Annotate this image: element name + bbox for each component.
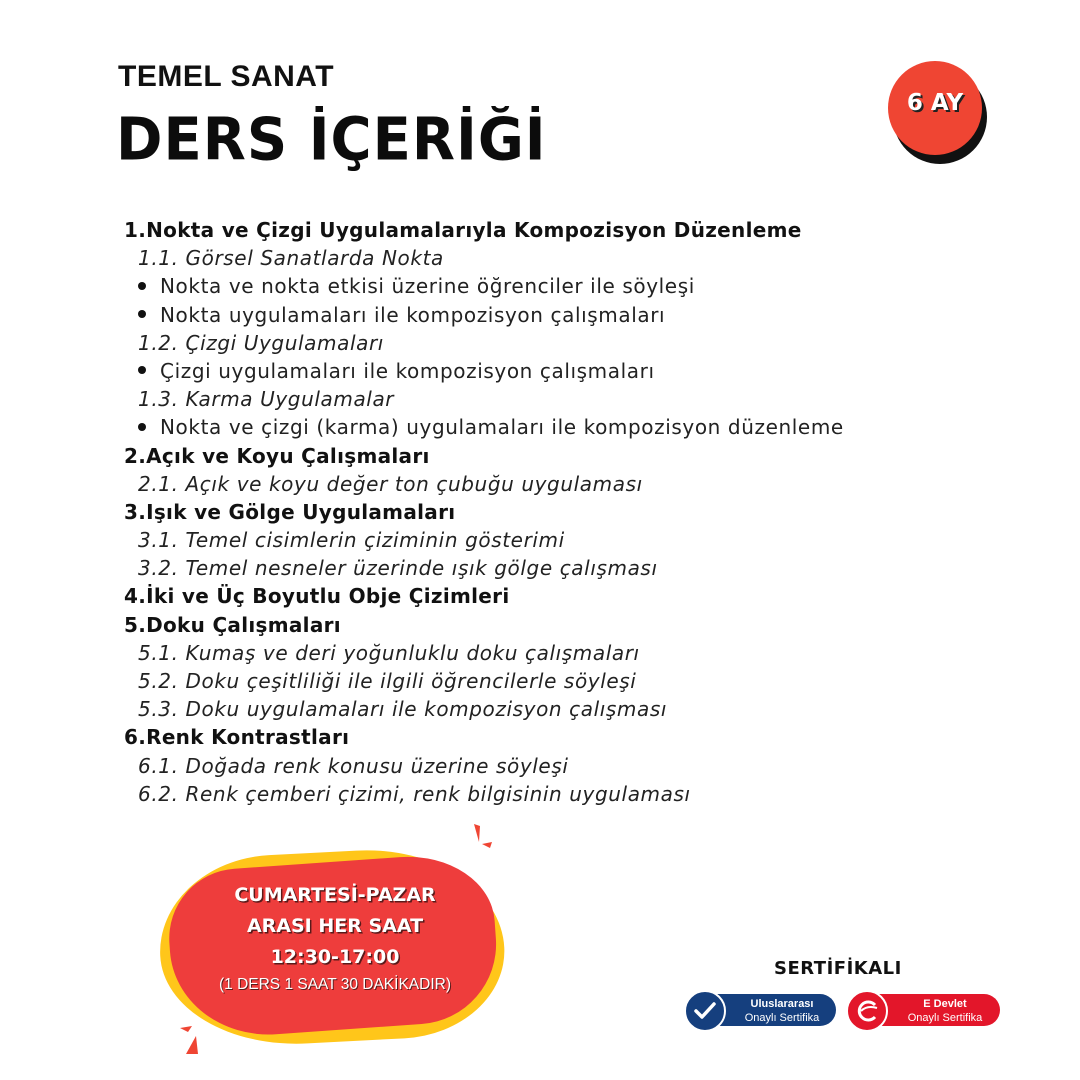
intl-certificate-line2: Onaylı Sertifika [744, 1012, 820, 1024]
curriculum-text: 5.1. Kumaş ve deri yoğunluklu doku çalışmaları [138, 640, 640, 665]
subsection-item [124, 667, 1024, 695]
section-heading [124, 442, 1024, 470]
edevlet-certificate-line2: Onaylı Sertifika [907, 1012, 983, 1024]
bullet-icon [138, 282, 146, 290]
intl-certificate-line1: Uluslararası [750, 998, 814, 1010]
edevlet-logo-icon [846, 990, 888, 1032]
subsection-item [124, 639, 1024, 667]
subsection-item [124, 752, 1024, 780]
section-heading [124, 611, 1024, 639]
subsection-item [124, 526, 1024, 554]
section-heading [124, 498, 1024, 526]
subsection-item [124, 244, 1024, 272]
curriculum-text: 2.Açık ve Koyu Çalışmaları [124, 443, 430, 468]
curriculum-text: Çizgi uygulamaları ile kompozisyon çalışmaları [160, 358, 655, 383]
section-heading [124, 216, 1024, 244]
schedule-every-hour: ARASI HER SAAT [246, 915, 424, 937]
checkmark-icon [684, 990, 726, 1032]
curriculum-text: 5.2. Doku çeşitliliği ile ilgili öğrencilerle söyleşi [138, 669, 637, 693]
subsection-item [124, 385, 1024, 413]
schedule-days: CUMARTESİ-PAZAR [234, 884, 436, 906]
section-heading [124, 723, 1024, 751]
curriculum-text: 1.Nokta ve Çizgi Uygulamalarıyla Kompozisyon Düzenleme [124, 218, 802, 242]
duration-badge [888, 61, 982, 155]
curriculum-text: 3.Işık ve Gölge Uygulamaları [124, 499, 456, 524]
curriculum-text: 5.Doku Çalışmaları [124, 612, 341, 637]
curriculum-text: 6.Renk Kontrastları [124, 725, 350, 750]
curriculum-text: 6.2. Renk çemberi çizimi, renk bilgisinin uygulaması [138, 781, 691, 806]
curriculum-text: 3.1. Temel cisimlerin çiziminin gösterimi [138, 528, 565, 553]
curriculum-text: 5.3. Doku uygulamaları ile kompozisyon çalışması [138, 697, 668, 722]
subsection-item [124, 470, 1024, 498]
bullet-item [124, 357, 1024, 385]
curriculum-text: 1.2. Çizgi Uygulamaları [138, 330, 384, 355]
page-subtitle: TEMEL SANAT [118, 60, 335, 93]
certificate-title: SERTİFİKALI [774, 958, 902, 979]
curriculum-text: 1.1. Görsel Sanatlarda Nokta [138, 246, 444, 271]
subsection-item [124, 554, 1024, 582]
schedule-note: (1 DERS 1 SAAT 30 DAKİKADIR) [218, 976, 451, 993]
curriculum-text: Nokta ve nokta etkisi üzerine öğrenciler ile söyleşi [160, 274, 695, 299]
bullet-icon [138, 366, 146, 374]
spark-bottom-icon [178, 1024, 202, 1058]
curriculum-text: Nokta uygulamaları ile kompozisyon çalışmaları [160, 302, 666, 327]
curriculum-text: Nokta ve çizgi (karma) uygulamaları ile kompozisyon düzenleme [160, 415, 844, 440]
curriculum-list [124, 216, 1024, 808]
schedule-card [182, 880, 488, 997]
edevlet-certificate-line1: E Devlet [923, 998, 967, 1010]
spark-top-icon [470, 822, 494, 854]
bullet-item [124, 301, 1024, 329]
curriculum-text: 3.2. Temel nesneler üzerinde ışık gölge çalışması [138, 556, 658, 581]
page-title: DERS İÇERİĞİ [116, 106, 547, 175]
duration-badge-label: 6 AY [906, 90, 964, 116]
subsection-item [124, 780, 1024, 808]
subsection-item [124, 329, 1024, 357]
section-heading [124, 582, 1024, 610]
bullet-item [124, 272, 1024, 300]
schedule-time: 12:30-17:00 [270, 946, 400, 968]
subsection-item [124, 695, 1024, 723]
curriculum-text: 2.1. Açık ve koyu değer ton çubuğu uygulaması [138, 471, 643, 496]
bullet-icon [138, 423, 146, 431]
curriculum-text: 6.1. Doğada renk konusu üzerine söyleşi [138, 753, 569, 778]
curriculum-text: 1.3. Karma Uygulamalar [138, 387, 395, 412]
bullet-icon [138, 310, 146, 318]
bullet-item [124, 413, 1024, 441]
curriculum-text: 4.İki ve Üç Boyutlu Obje Çizimleri [124, 584, 510, 609]
